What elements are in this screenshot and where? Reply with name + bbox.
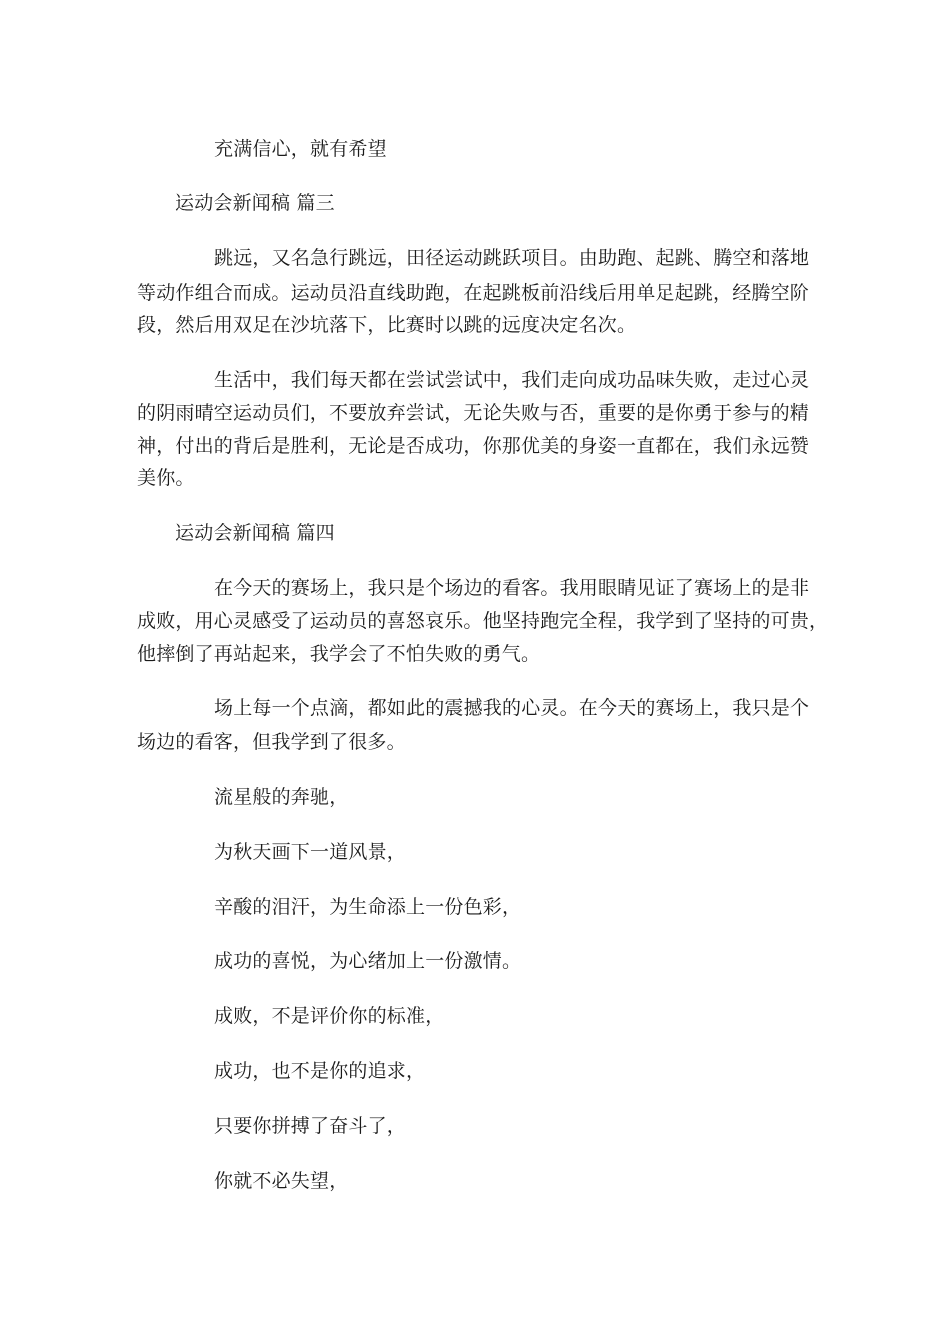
closing-line: 充满信心，就有希望 <box>214 138 387 160</box>
poem-line: 辛酸的泪汗，为生命添上一份色彩， <box>214 896 522 918</box>
paragraph-line: 跳远，又名急行跳远，田径运动跳跃项目。由助跑、起跳、腾空和落地 <box>214 247 810 269</box>
poem-line: 流星般的奔驰， <box>214 786 349 808</box>
poem-line: 为秋天画下一道风景， <box>214 841 407 863</box>
paragraph-line: 成败，用心灵感受了运动员的喜怒哀乐。他坚持跑完全程，我学到了坚持的可贵， <box>137 610 829 632</box>
poem-line: 只要你拼搏了奋斗了， <box>214 1115 407 1137</box>
paragraph-line: 场边的看客，但我学到了很多。 <box>137 731 406 753</box>
section-title-3: 运动会新闻稿 篇三 <box>175 192 335 214</box>
paragraph-line: 等动作组合而成。运动员沿直线助跑，在起跳板前沿线后用单足起跳，经腾空阶 <box>137 282 810 304</box>
paragraph-line: 生活中，我们每天都在尝试尝试中，我们走向成功品味失败，走过心灵 <box>214 369 810 391</box>
paragraph-line: 在今天的赛场上，我只是个场边的看客。我用眼睛见证了赛场上的是非 <box>214 577 810 599</box>
paragraph-line: 段，然后用双足在沙坑落下，比赛时以跳的远度决定名次。 <box>137 314 637 336</box>
paragraph-line: 神，付出的背后是胜利，无论是否成功，你那优美的身姿一直都在，我们永远赞 <box>137 435 810 457</box>
paragraph-line: 美你。 <box>137 467 195 489</box>
paragraph-line: 场上每一个点滴，都如此的震撼我的心灵。在今天的赛场上，我只是个 <box>214 697 810 719</box>
poem-line: 成功，也不是你的追求， <box>214 1060 426 1082</box>
poem-line: 你就不必失望， <box>214 1170 349 1192</box>
section-title-4: 运动会新闻稿 篇四 <box>175 522 335 544</box>
poem-line: 成功的喜悦，为心绪加上一份激情。 <box>214 950 522 972</box>
paragraph-line: 他摔倒了再站起来，我学会了不怕失败的勇气。 <box>137 643 541 665</box>
poem-line: 成败，不是评价你的标准， <box>214 1005 445 1027</box>
paragraph-line: 的阴雨晴空运动员们，不要放弃尝试，无论失败与否，重要的是你勇于参与的精 <box>137 402 810 424</box>
